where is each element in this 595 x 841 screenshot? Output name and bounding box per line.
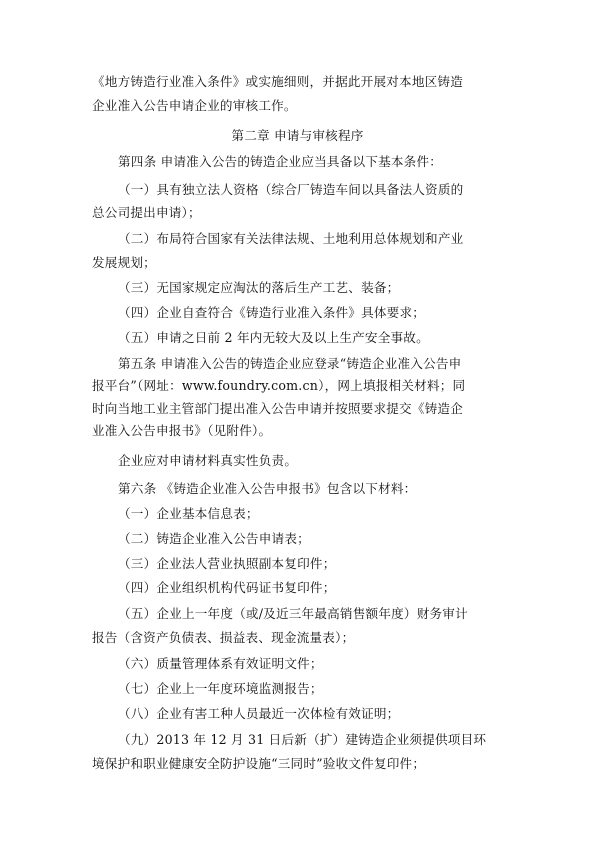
article-6-item-9-line-2: 境保护和职业健康安全防护设施“三同时”验收文件复印件；: [92, 756, 426, 771]
article-6-item-5-line-2: 报告（含资产负债表、损益表、现金流量表）；: [92, 630, 355, 645]
article-6-item-1: （一）企业基本信息表；: [118, 506, 259, 521]
article-6-item-2: （二）铸造企业准入公告申请表；: [118, 531, 310, 546]
article-4-item-2-line-1: （二）布局符合国家有关法律法规、土地利用总体规划和产业: [118, 231, 464, 246]
article-4-item-2-line-2: 发展规划；: [92, 255, 156, 270]
article-6-item-7: （七）企业上一年度环境监测报告；: [118, 681, 323, 696]
article-4-item-3: （三）无国家规定应淘汰的落后生产工艺、装备；: [118, 280, 400, 295]
article-6-item-3: （三）企业法人营业执照副本复印件；: [118, 556, 336, 571]
article-6-heading: 第六条 《铸造企业准入公告申报书》包含以下材料：: [118, 481, 417, 496]
article-4-item-1-line-1: （一）具有独立法人资格（综合厂铸造车间以具备法人资质的: [118, 182, 464, 197]
article-6-item-9-line-1: （九）2013 年 12 月 31 日后新（扩）建铸造企业须提供项目环: [118, 732, 487, 747]
article-5-line-3: 时向当地工业主管部门提出准入公告申请并按照要求提交《铸造企: [92, 401, 464, 416]
article-5-line-1: 第五条 申请准入公告的铸造企业应登录“铸造企业准入公告申: [118, 356, 462, 371]
article-4-item-4: （四）企业自查符合《铸造行业准入条件》具体要求；: [118, 305, 426, 320]
chapter-title: 第二章 申请与审核程序: [231, 128, 364, 143]
article-5-line-2: 报平台”（网址：www.foundry.com.cn），网上填报相关材料；同: [92, 378, 466, 393]
article-6-item-6: （六）质量管理体系有效证明文件；: [118, 656, 323, 671]
article-5-line-4: 业准入公告申报书》（见附件）。: [92, 423, 272, 438]
article-6-item-8: （八）企业有害工种人员最近一次体检有效证明；: [118, 706, 400, 721]
article-4-item-1-line-2: 总公司提出申请）；: [92, 205, 201, 220]
intro-line-1: 《地方铸造行业准入条件》或实施细则，并据此开展对本地区铸造: [92, 74, 464, 89]
intro-line-2: 企业准入公告申请企业的审核工作。: [92, 98, 297, 113]
article-4-heading: 第四条 申请准入公告的铸造企业应当具备以下基本条件：: [118, 154, 443, 169]
article-6-item-5-line-1: （五）企业上一年度（或/及近三年最高销售额年度）财务审计: [118, 606, 468, 621]
article-6-item-4: （四）企业组织机构代码证书复印件；: [118, 580, 336, 595]
responsibility-statement: 企业应对申请材料真实性负责。: [118, 453, 298, 468]
article-4-item-5: （五）申请之日前 2 年内无较大及以上生产安全事故。: [118, 330, 429, 345]
